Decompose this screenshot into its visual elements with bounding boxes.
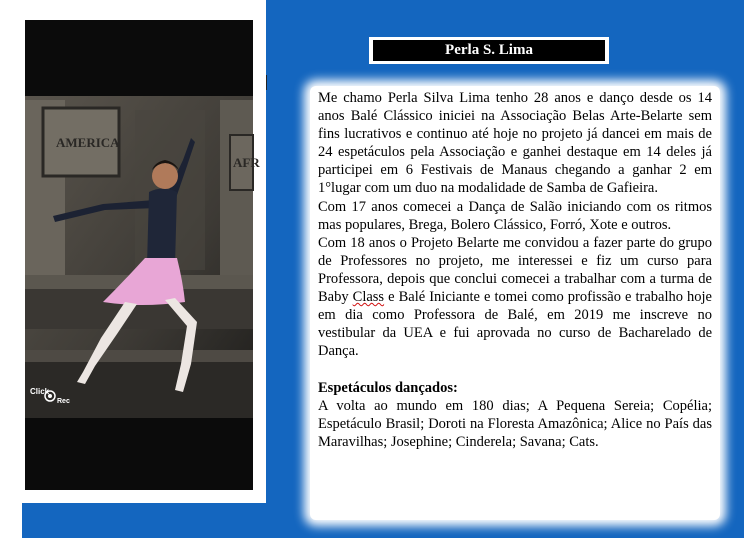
bio-text (318, 89, 712, 451)
shows-list: A volta ao mundo em 180 dias; A Pequena Sereia; Copélia; Espetáculo Brasil; Doroti na Floresta Amazônica; Alice no País das Maravilhas; Josephine; Cinderela; Savana; Cats. (318, 397, 712, 450)
bio-paragraph-3 (318, 234, 712, 361)
text-cursor (266, 75, 267, 90)
profile-name: Perla S. Lima (373, 40, 605, 61)
dancer-photo (25, 20, 260, 490)
bio-paragraph-1: Me chamo Perla Silva Lima tenho 28 anos e danço desde os 14 anos Balé Clássico iniciei na Associação Belas Arte-Belarte sem fins lucrativos e continuo até hoje no projeto já dancei em mais de 24 espetáculos pela Associação e ganhei destaque em 14 deles já participei em 6 Festivais de Manaus chegando a ganhar 2 em 1°lugar com um duo na modalidade de Samba de Gafieira. (318, 90, 712, 197)
dancer-photo-illustration (25, 20, 260, 490)
watermark-rec-text: Rec (57, 398, 70, 405)
watermark-click-text: Click (30, 387, 50, 396)
spellcheck-word[interactable]: Class (352, 289, 385, 306)
bio-paragraph-3-part-a: Com 18 anos o Projeto Belarte me convidou a fazer parte do grupo de Professores no projeto, me interessei e fiz um curso para Professora, depois que conclui comecei a trabalhar com a turma de Baby (318, 234, 712, 306)
shows-heading: Espetáculos dançados: (318, 379, 458, 396)
engraving-africa: AFR (233, 155, 260, 170)
engraving-america: AMERICA (56, 135, 120, 150)
bio-paragraph-2: Com 17 anos comecei a Dança de Salão iniciando com os ritmos mas populares, Brega, Bolero Clássico, Forró, Xote e outros. (318, 198, 712, 233)
bio-paragraph-3-part-c: e Balé Iniciante e tomei como profissão e trabalho hoje em dia como Professora de Balé, em 2019 me inscreve no vestibular da UEA e fui aprovada no curso de Bacharelado de Dança. (318, 289, 712, 360)
